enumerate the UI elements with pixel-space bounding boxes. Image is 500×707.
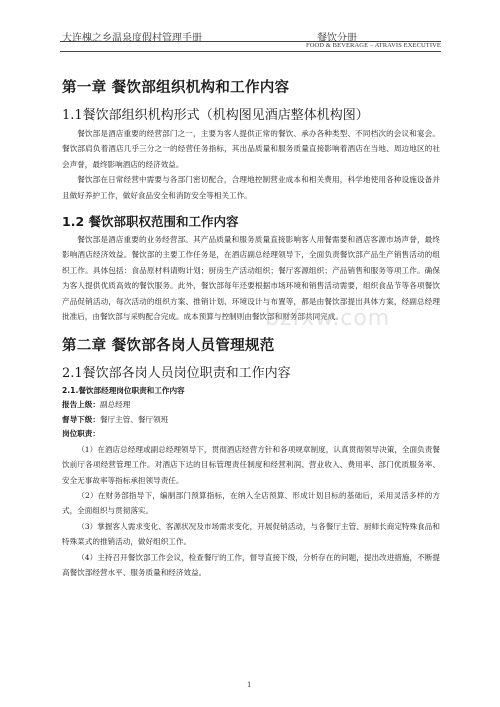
header-rule-bottom [60, 51, 441, 52]
header-manual-title: 大连槐之乡温泉度假村管理手册 [62, 33, 202, 44]
report-to-value: 副总经理 [99, 400, 131, 410]
chapter-1-title: 第一章 餐饮部组织机构和工作内容 [62, 80, 290, 96]
page-number: 1 [247, 681, 252, 689]
paragraph: 餐饮部是酒店重要的业务经营部。其产品质量和服务质量直接影响客人用餐需要和酒店客源市场声誉，最终影响酒店经济效益。餐饮部的主要工作任务是，在酒店副总经理领导下，全面负责餐饮部产品生产销售活动的组织工作。具体包括：食品原材料请购计划；厨房生产活动组织；餐厅客源组织；产品销售和服务等项工作。确保为客人提供优质高效的餐饮服务。此外，餐饮部每年还要根据市场环境和销售活动需要，组织食品节等各项餐饮产品促销活动，每次活动的组织方案、推销计划、环境设计与布置等，都是由餐饮部提出具体方案，经副总经理批准后，由餐饮部与采购配合完成。成本预算与控制则由餐饮部和财务部共同完成。 [62, 235, 440, 322]
section-1-1-heading [62, 107, 440, 124]
section-1-1-title: 1.1餐饮部组织机构形式 [62, 108, 200, 123]
subsection-2-1-title: 2.1.餐饮部经理岗位职责和工作内容 [62, 386, 185, 396]
watermark-text: bzfxw.com [265, 306, 391, 331]
duty-item: （1）在酒店总经理或副总经理领导下，贯彻酒店经营方针和各项规章制度，认真贯彻领导决策，全面负责餐饮前厅各项经营管理工作。对酒店下达的目标管理责任制度和经营利润、营业收入、费用率、部门优质服务率、安全无事故率等指标承担领导责任。 [62, 444, 440, 485]
chapter-2-title: 第二章 餐饮部各岗人员管理规范 [62, 338, 275, 355]
header-volume-title: 餐饮分册 [317, 33, 357, 44]
supervise-value: 餐厅主管、餐厅领班 [99, 414, 169, 424]
section-1-2-title: 1.2 餐饮部职权范围和工作内容 [62, 214, 239, 230]
section-1-1-note: （机构图见酒店整体机构图） [199, 108, 369, 123]
section-2-1-title: 2.1餐饮部各岗人员岗位职责和工作内容 [62, 366, 291, 382]
report-to-label: 报告上级： [62, 400, 100, 410]
duty-item: （4）主持召开餐饮部工作会议，检查餐厅的工作，督导直接下级，分析存在的问题，提出改进措施，不断提高餐饮部经营水平、服务质量和经济效益。 [62, 552, 440, 577]
paragraph: 餐饮部是酒店重要的经营部门之一，主要为客人提供正常的餐饮、承办各种类型、不同档次的会议和宴会。餐饮部肩负着酒店几乎三分之一的经营任务指标，其出品质量和服务质量直接影响着酒店在当地、周边地区的社会声誉，最终影响酒店的经济效益。 [62, 129, 440, 169]
report-to-line [62, 398, 440, 412]
supervise-line [62, 413, 440, 427]
paragraph: 餐饮部在日常经营中需要与各部门密切配合，合理地控制营业成本和相关费用，科学地使用各种设施设备并且做好养护工作，做好食品安全和消防安全等相关工作。 [62, 175, 440, 200]
duty-label: 岗位职责： [62, 429, 100, 439]
duty-item: （3）掌握客人需求变化、客源状况及市场需求变化，开展促销活动，与各餐厅主管、厨师长商定特殊食品和特殊菜式的推销活动，做好组织工作。 [62, 521, 440, 547]
supervise-label: 督导下级： [62, 414, 100, 424]
header-subtitle: FOOD & BEVERAGE – ATRAVIS EXECUTIVE [305, 42, 441, 49]
duty-item: （2）在财务部指导下，编制部门预算指标，在纳入全店预算、形成计划目标的基础后，采用灵活多样的方式，全面组织与贯彻落实。 [62, 490, 440, 516]
